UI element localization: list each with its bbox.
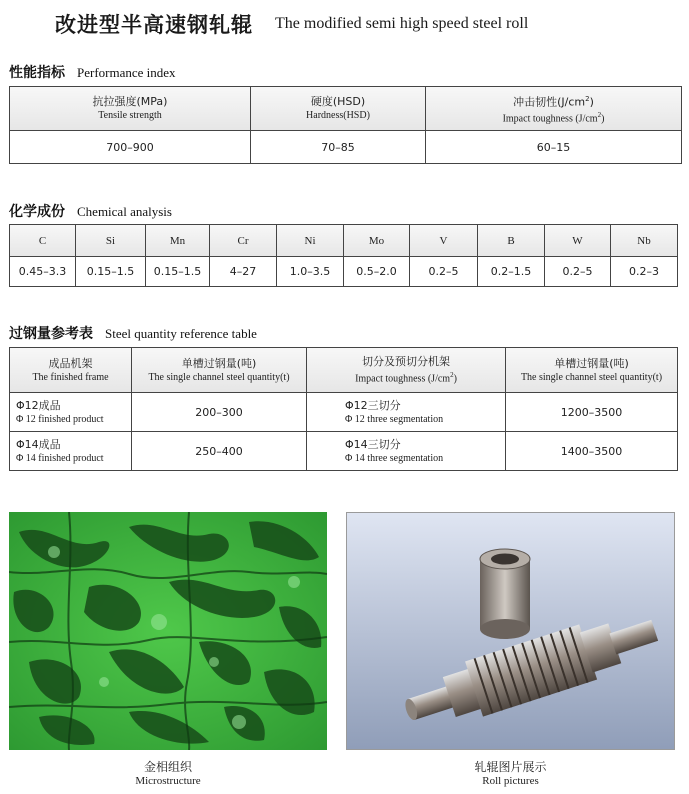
reference-heading: 过钢量参考表 Steel quantity reference table — [9, 326, 257, 342]
chem-value: 0.15–1.5 — [146, 257, 210, 287]
microstructure-caption: 金相组织 Microstructure — [135, 760, 201, 787]
chemical-table — [9, 224, 678, 287]
page-title — [55, 6, 528, 42]
performance-heading: 性能指标 Performance index — [9, 65, 176, 81]
ref-col-qty2: 单槽过钢量(吨) The single channel steel quantity(t) — [506, 348, 678, 393]
roll-image — [346, 512, 675, 750]
perf-col-impact: 冲击韧性$(J/cm^2)$ Impact toughness $(J/cm^2)$ — [426, 87, 682, 131]
ref-col-split: 切分及预切分机架 Impact toughness $(J/cm^2)$ — [307, 348, 506, 393]
title-en: The modified semi high speed steel roll — [275, 15, 529, 32]
ref-col-qty: 单槽过钢量(吨) The single channel steel quantity(t) — [132, 348, 307, 393]
roll-caption: 轧辊图片展示 Roll pictures — [474, 760, 547, 787]
chem-value: 0.45–3.3 — [10, 257, 76, 287]
chem-value: 0.15–1.5 — [76, 257, 146, 287]
roll-sleeve-icon — [480, 549, 530, 639]
perf-value-impact: 60–15 — [426, 131, 682, 164]
chem-value: 4–27 — [210, 257, 277, 287]
table-row: Φ12成品 Φ 12 finished product 200–300 Φ12三切分 Φ 12 three segmentation 1200–3500 — [10, 393, 678, 432]
ref-col-frame: 成品机架 The finished frame — [10, 348, 132, 393]
perf-value-hardness: 70–85 — [251, 131, 426, 164]
perf-value-tensile: 700–900 — [10, 131, 251, 164]
chem-element: C — [10, 225, 76, 257]
chem-value: 1.0–3.5 — [277, 257, 344, 287]
chemical-heading: 化学成份 Chemical analysis — [9, 204, 172, 220]
chem-value: 0.2–1.5 — [478, 257, 545, 287]
chem-element: Si — [76, 225, 146, 257]
chem-value: 0.2–3 — [611, 257, 678, 287]
chem-element: Nb — [611, 225, 678, 257]
chem-element: Ni — [277, 225, 344, 257]
chem-element: B — [478, 225, 545, 257]
table-row: Φ14成品 Φ 14 finished product 250–400 Φ14三切分 Φ 14 three segmentation 1400–3500 — [10, 432, 678, 471]
title-zh: 改进型半高速钢轧辊 — [55, 13, 253, 37]
chem-element: Mn — [146, 225, 210, 257]
chem-value: 0.2–5 — [410, 257, 478, 287]
chem-value: 0.5–2.0 — [344, 257, 410, 287]
chem-element: Mo — [344, 225, 410, 257]
perf-col-hardness: 硬度(HSD) Hardness(HSD) — [251, 87, 426, 131]
performance-table — [9, 86, 682, 164]
perf-col-tensile: 抗拉强度(MPa) Tensile strength — [10, 87, 251, 131]
microstructure-image — [9, 512, 327, 750]
reference-table — [9, 347, 678, 471]
chem-element: W — [545, 225, 611, 257]
chem-element: V — [410, 225, 478, 257]
chem-element: Cr — [210, 225, 277, 257]
chem-value: 0.2–5 — [545, 257, 611, 287]
